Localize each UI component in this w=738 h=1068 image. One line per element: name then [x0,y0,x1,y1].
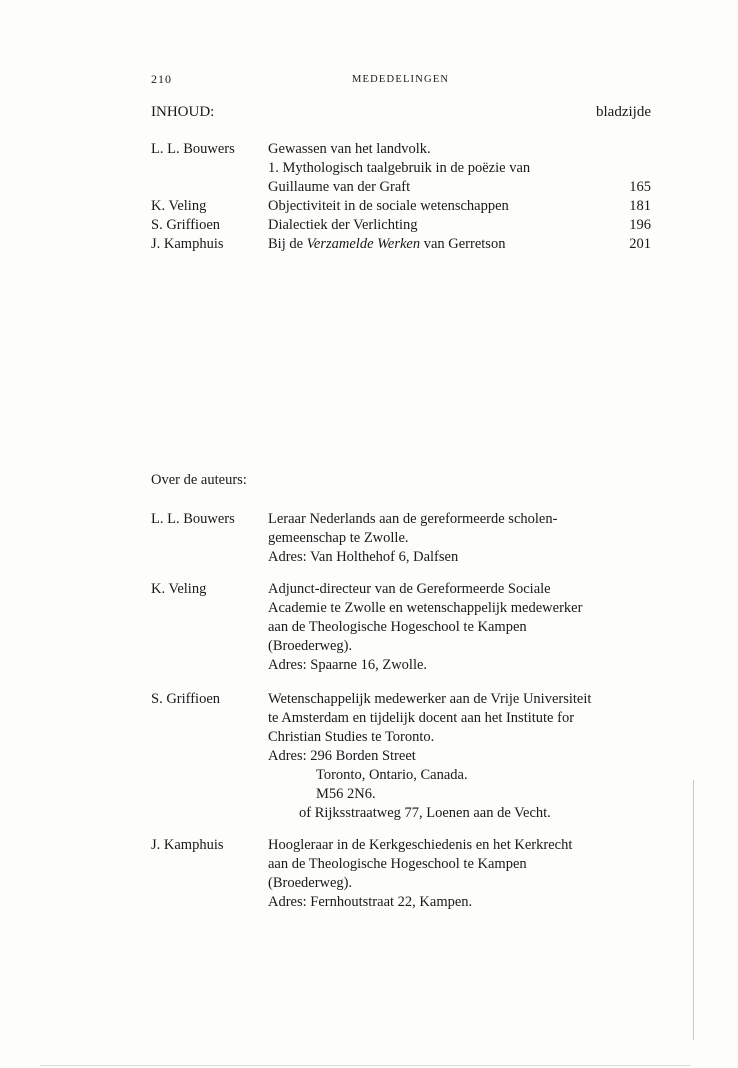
toc-author: J. Kamphuis [151,236,224,252]
bio-line: gemeenschap te Zwolle. [268,530,409,546]
toc-page: 165 [629,179,651,195]
toc-page: 181 [629,198,651,214]
bio-text [268,836,572,912]
running-title: MEDEDELINGEN [352,74,450,85]
toc-page-label: bladzijde [596,104,651,120]
bio-line: te Amsterdam en tijdelijk docent aan het Institute for [268,710,575,726]
bio-line: Adres: 296 Borden Street [268,748,416,764]
bio-line: M56 2N6. [316,786,376,802]
italic-title: Verzamelde Werken [306,236,421,252]
page-edge-shadow [693,780,694,1040]
toc-title: Objectiviteit in de sociale wetenschappen [268,198,509,214]
bio-line: (Broederweg). [268,638,353,654]
bio-name: S. Griffioen [151,691,221,707]
toc-title: Bij de Verzamelde Werken van Gerretson [268,236,506,252]
bio-line: Adres: Van Holthehof 6, Dalfsen [268,549,459,565]
bio-line: (Broederweg). [268,875,353,891]
toc-entry [0,178,738,197]
toc-heading: INHOUD: [151,104,215,120]
bio-line: Adjunct-directeur van de Gereformeerde Sociale [268,581,551,597]
bio-text [268,510,557,567]
page-number: 210 [151,72,172,86]
bio-line: Adres: Fernhoutstraat 22, Kampen. [268,894,473,910]
bio-line: Leraar Nederlands aan de gereformeerde scholen- [268,511,558,527]
toc-page: 196 [629,217,651,233]
toc-entry [0,140,738,159]
bio-name: L. L. Bouwers [151,511,235,527]
bio-text [268,580,582,675]
bio-line: Wetenschappelijk medewerker aan de Vrije Universiteit [268,691,592,707]
toc-title: Guillaume van der Graft [268,179,411,195]
bio-name: J. Kamphuis [151,837,224,853]
bio-line: Christian Studies te Toronto. [268,729,435,745]
bio-line: of Rijksstraatweg 77, Loenen aan de Vecht. [299,805,551,821]
bio-line: Toronto, Ontario, Canada. [316,767,468,783]
bio-line: Hoogleraar in de Kerkgeschiedenis en het Kerkrecht [268,837,573,853]
bio-line: Academie te Zwolle en wetenschappelijk medewerker [268,600,583,616]
toc-title: 1. Mythologisch taalgebruik in de poëzie van [268,160,531,176]
bio-name: K. Veling [151,581,207,597]
toc-author: S. Griffioen [151,217,221,233]
toc-author: K. Veling [151,198,207,214]
bio-line: aan de Theologische Hogeschool te Kampen [268,619,527,635]
bio-line: aan de Theologische Hogeschool te Kampen [268,856,527,872]
toc-entry [0,197,738,216]
toc-title: Dialectiek der Verlichting [268,217,418,233]
toc-entry [0,216,738,235]
toc-entry [0,235,738,254]
page-bottom-edge [40,1065,690,1066]
authors-heading: Over de auteurs: [151,472,247,488]
toc-author: L. L. Bouwers [151,141,235,157]
toc-title: Gewassen van het landvolk. [268,141,431,157]
toc-entry [0,159,738,178]
bio-line: Adres: Spaarne 16, Zwolle. [268,657,428,673]
bio-text [268,690,591,823]
toc-page: 201 [629,236,651,252]
